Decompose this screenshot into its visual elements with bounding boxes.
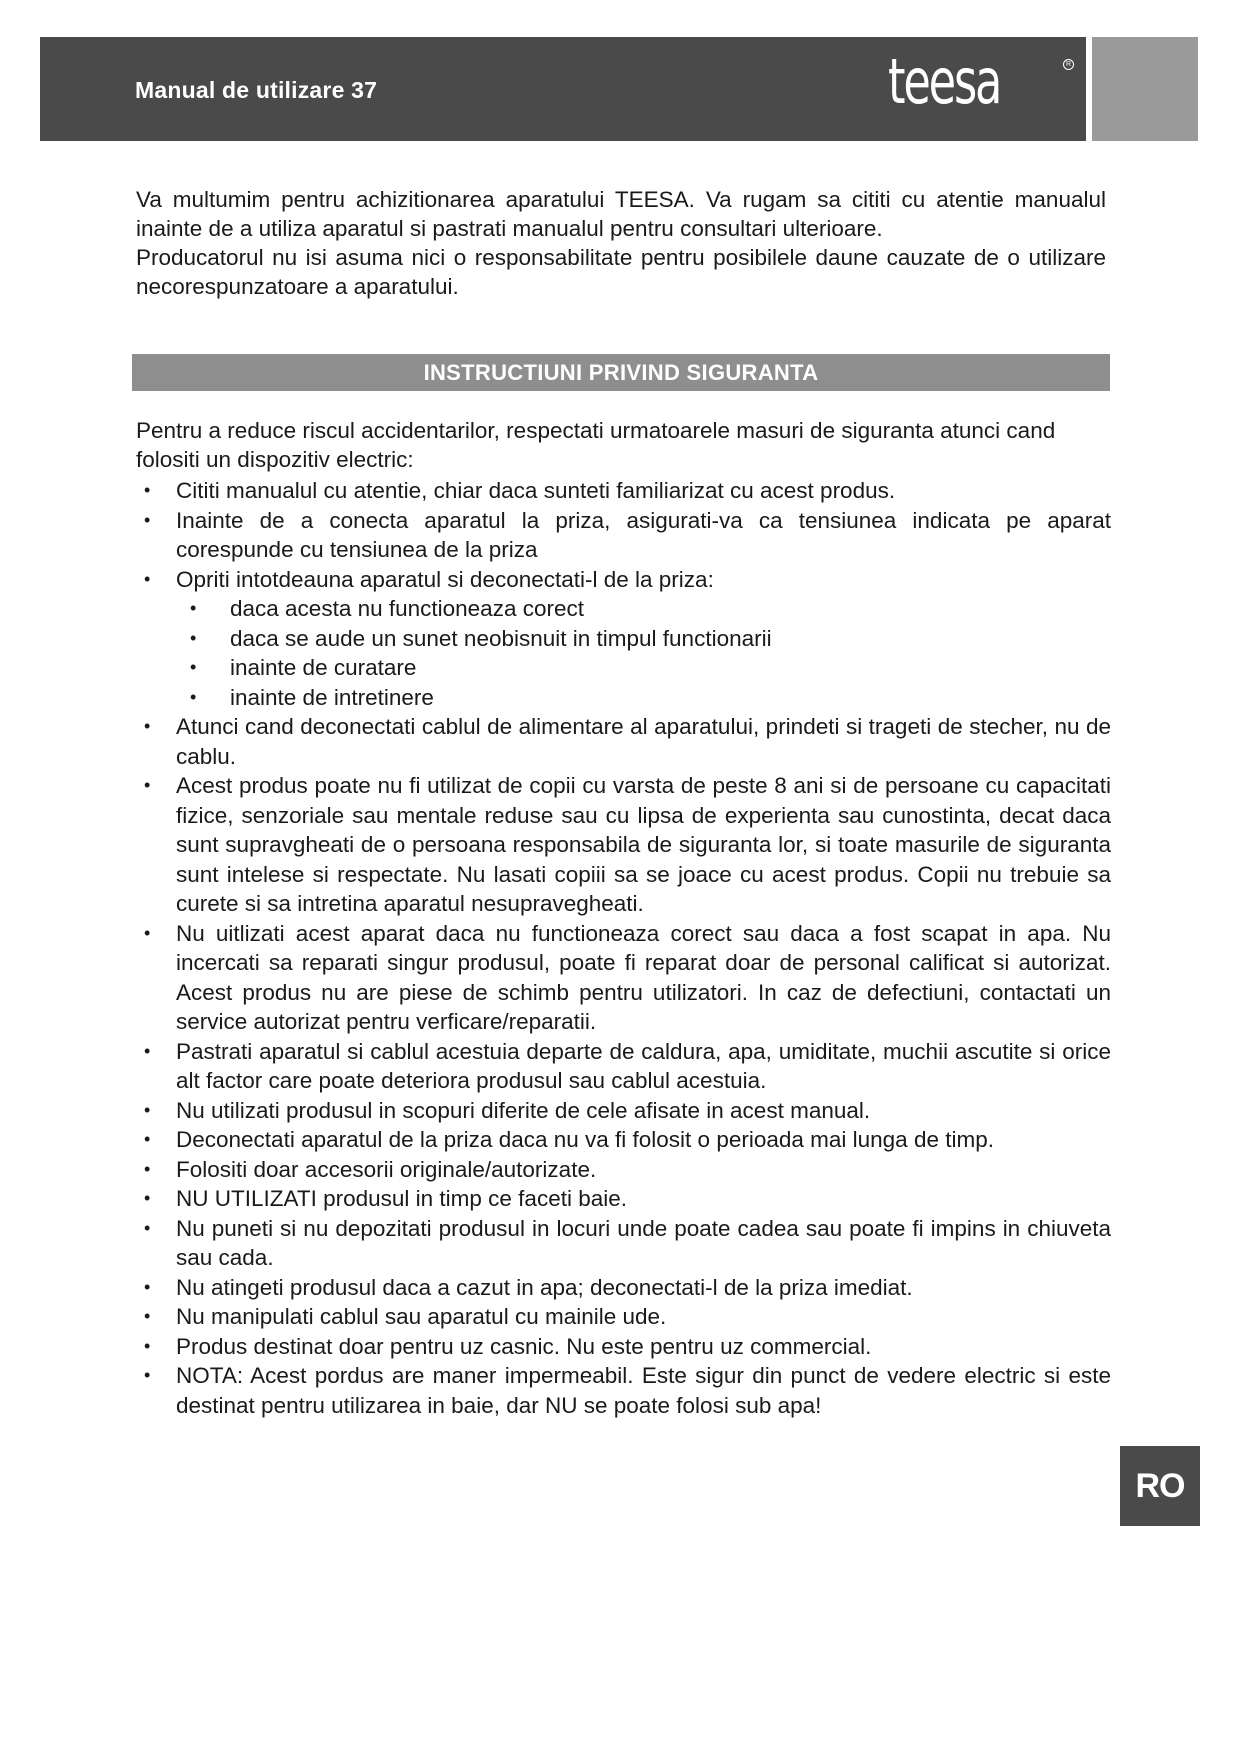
list-item: • Produs destinat doar pentru uz casnic. Nu este pentru uz commercial. (136, 1332, 1111, 1362)
list-item-text: Opriti intotdeauna aparatul si deconectati-l de la priza: (176, 566, 714, 592)
sub-list-item: • inainte de curatare (176, 653, 1111, 683)
list-item: • Inainte de a conecta aparatul la priza, asigurati-va ca tensiunea indicata pe aparat corespunde cu tensiunea de la priza (136, 506, 1111, 565)
intro-text (136, 185, 1106, 301)
header-side-tab (1092, 37, 1198, 141)
list-item: • Deconectati aparatul de la priza daca nu va fi folosit o perioada mai lunga de timp. (136, 1125, 1111, 1155)
safety-rules-list (136, 476, 1111, 1420)
list-item: • Nu utilizati produsul in scopuri diferite de cele afisate in acest manual. (136, 1096, 1111, 1126)
list-item: • Atunci cand deconectati cablul de alimentare al aparatului, prindeti si trageti de stecher, nu de cablu. (136, 712, 1111, 771)
list-item: • NOTA: Acest pordus are maner impermeabil. Este sigur din punct de vedere electric si este destinat pentru utilizarea in baie, dar NU se poate folosi sub apa! (136, 1361, 1111, 1420)
section-lead: Pentru a reduce riscul accidentarilor, respectati urmatoarele masuri de siguranta atunci cand folositi un dispozitiv electric: (136, 418, 1056, 472)
list-item: • Nu uitlizati acest aparat daca nu functioneaza corect sau daca a fost scapat in apa. Nu incercati sa reparati singur produsul, poate fi reparat doar de personal calificat si autorizat. Acest produs nu are piese de schimb pentru utilizatori. In caz de defectiuni, contactati un service autorizat pentru verficare/reparatii. (136, 919, 1111, 1037)
list-item: • NU UTILIZATI produsul in timp ce faceti baie. (136, 1184, 1111, 1214)
list-item: • Pastrati aparatul si cablul acestuia departe de caldura, apa, umiditate, muchii ascutite si orice alt factor care poate deteriora produsul sau cablul acestuia. (136, 1037, 1111, 1096)
list-item (136, 565, 1111, 713)
sub-list-item: • daca se aude un sunet neobisnuit in timpul functionarii (176, 624, 1111, 654)
language-badge: RO (1120, 1446, 1200, 1526)
sub-list-item: • inainte de intretinere (176, 683, 1111, 713)
registered-mark-icon: R (1063, 59, 1074, 70)
header-bar (40, 37, 1086, 141)
list-item: • Nu puneti si nu depozitati produsul in locuri unde poate cadea sau poate fi impins in chiuveta sau cada. (136, 1214, 1111, 1273)
list-item: • Nu manipulati cablul sau aparatul cu mainile ude. (136, 1302, 1111, 1332)
list-item: • Acest produs poate nu fi utilizat de copii cu varsta de peste 8 ani si de persoane cu capacitati fizice, senzoriale sau mentale reduse sau cu lipsa de experienta sau cunostinta, decat daca sunt supravgheati de o persoana responsabila de siguranta lor, si toate masurile de siguranta sunt intelese si respectate. Nu lasati copiii sa se joace cu acest produs. Copii nu trebuie sa curete si sa intretina aparatul nesupravegheati. (136, 771, 1111, 919)
intro-paragraph-disclaimer: Producatorul nu isi asuma nici o responsabilitate pentru posibilele daune cauzate de o utilizare necorespunzatoare a aparatului. (136, 245, 1106, 299)
sub-list-item: • daca acesta nu functioneaza corect (176, 594, 1111, 624)
list-item: • Nu atingeti produsul daca a cazut in apa; deconectati-l de la priza imediat. (136, 1273, 1111, 1303)
sub-list (176, 594, 1111, 712)
intro-paragraph-thanks: Va multumim pentru achizitionarea aparatului TEESA. Va rugam sa cititi cu atentie manualul inainte de a utiliza aparatul si pastrati manualul pentru consultari ulterioare. (136, 187, 1106, 241)
list-item: • Cititi manualul cu atentie, chiar daca sunteti familiarizat cu acest produs. (136, 476, 1111, 506)
page-title: Manual de utilizare 37 (135, 77, 378, 103)
section-title: INSTRUCTIUNI PRIVIND SIGURANTA (132, 354, 1110, 391)
brand-logo: teesa (888, 45, 1001, 118)
list-item: • Folositi doar accesorii originale/autorizate. (136, 1155, 1111, 1185)
